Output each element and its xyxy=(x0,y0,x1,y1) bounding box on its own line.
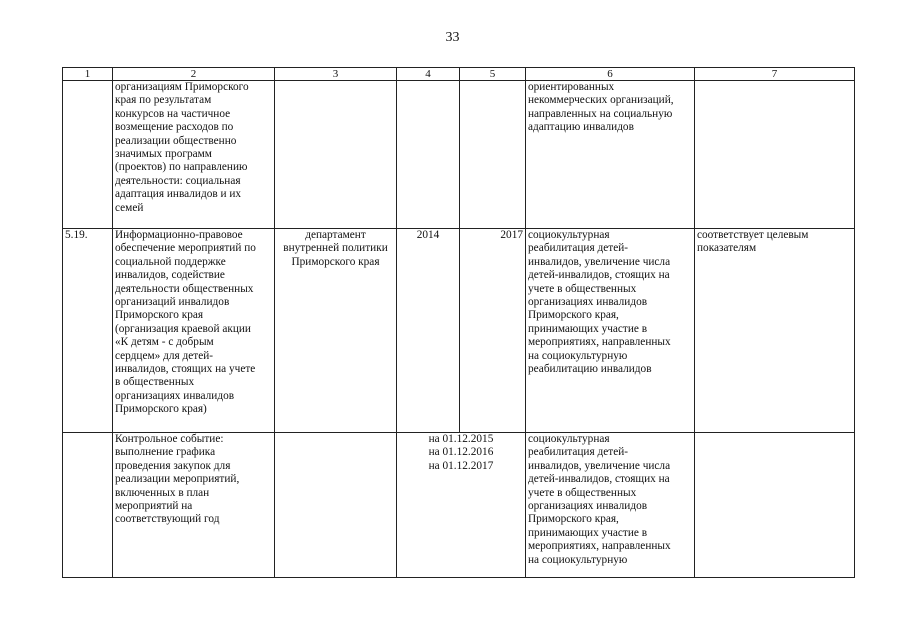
start-year-cell: 2014 xyxy=(397,229,460,433)
table-row xyxy=(63,433,855,578)
table-row xyxy=(63,229,855,433)
control-dates-cell: на 01.12.2015 на 01.12.2016 на 01.12.2017 xyxy=(397,433,526,578)
end-year-cell xyxy=(460,81,526,229)
end-year-cell: 2017 xyxy=(460,229,526,433)
column-header: 4 xyxy=(397,68,460,81)
measure-name-cell: организациям Приморского края по результатам конкурсов на частичное возмещение расходов по реализации общественно значимых программ (проектов) по направлению деятельности: социальная адаптация инвалидов и их семей xyxy=(113,81,275,229)
status-cell: соответствует целевым показателям xyxy=(695,229,855,433)
measure-name-cell: Контрольное событие: выполнение графика проведения закупок для реализации мероприятий, включенных в план мероприятий на соответствующий год xyxy=(113,433,275,578)
header-row xyxy=(63,68,855,81)
column-header: 2 xyxy=(113,68,275,81)
expected-result-cell: социокультурная реабилитация детей- инвалидов, увеличение числа детей-инвалидов, стоящих на учете в общественных организациях инвалидов Приморского края, принимающих участие в мероприятиях, направленных на социокультурную реабилитацию инвалидов xyxy=(526,229,695,433)
table-row xyxy=(63,81,855,229)
executor-cell xyxy=(275,433,397,578)
status-cell xyxy=(695,433,855,578)
row-number-cell xyxy=(63,81,113,229)
expected-result-cell: ориентированных некоммерческих организаций, направленных на социальную адаптацию инвалидов xyxy=(526,81,695,229)
column-header: 6 xyxy=(526,68,695,81)
executor-cell xyxy=(275,81,397,229)
column-header: 7 xyxy=(695,68,855,81)
status-cell xyxy=(695,81,855,229)
measures-table xyxy=(62,67,855,578)
executor-cell: департамент внутренней политики Приморского края xyxy=(275,229,397,433)
row-number-cell xyxy=(63,433,113,578)
column-header: 3 xyxy=(275,68,397,81)
column-header: 1 xyxy=(63,68,113,81)
row-number-cell: 5.19. xyxy=(63,229,113,433)
measure-name-cell: Информационно-правовое обеспечение мероприятий по социальной поддержке инвалидов, содействие деятельности общественных организаций инвалидов Приморского края (организация краевой акции «К детям - с добрым сердцем» для детей- инвалидов, стоящих на учете в общественных организациях инвалидов Приморского края) xyxy=(113,229,275,433)
page-number: 33 xyxy=(445,30,460,45)
column-header: 5 xyxy=(460,68,526,81)
start-year-cell xyxy=(397,81,460,229)
expected-result-cell: социокультурная реабилитация детей- инвалидов, увеличение числа детей-инвалидов, стоящих на учете в общественных организациях инвалидов Приморского края, принимающих участие в мероприятиях, направленных на социокультурную xyxy=(526,433,695,578)
